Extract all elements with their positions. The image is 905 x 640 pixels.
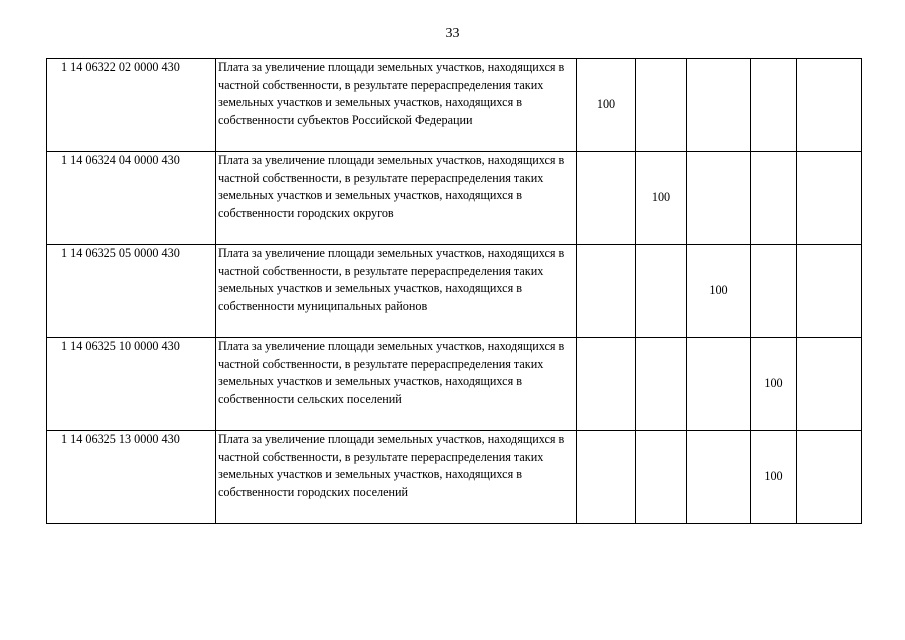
share-federal-subject-cell (577, 431, 636, 524)
table-row (47, 245, 862, 338)
revenue-description-cell: Плата за увеличение площади земельных участков, находящихся в частной собственности, в результате перераспределения таких земельных участков и земельных участков, находящихся в собственности субъектов Российской Федерации (216, 59, 577, 152)
share-settlement-cell (751, 59, 797, 152)
share-settlement-cell: 100 (751, 431, 797, 524)
share-municipal-district-cell (687, 152, 751, 245)
share-city-district-cell: 100 (636, 152, 687, 245)
revenue-code-cell: 1 14 06325 10 0000 430 (47, 338, 216, 431)
revenue-description-cell: Плата за увеличение площади земельных участков, находящихся в частной собственности, в результате перераспределения таких земельных участков и земельных участков, находящихся в собственности муниципальных районов (216, 245, 577, 338)
share-other-cell (797, 245, 862, 338)
share-municipal-district-cell (687, 59, 751, 152)
revenue-code-cell: 1 14 06325 05 0000 430 (47, 245, 216, 338)
revenue-distribution-table (46, 58, 862, 524)
page-number: 33 (445, 26, 460, 41)
share-city-district-cell (636, 338, 687, 431)
share-settlement-cell (751, 245, 797, 338)
table-row (47, 338, 862, 431)
revenue-code-cell: 1 14 06324 04 0000 430 (47, 152, 216, 245)
revenue-description-cell: Плата за увеличение площади земельных участков, находящихся в частной собственности, в результате перераспределения таких земельных участков и земельных участков, находящихся в собственности городских поселений (216, 431, 577, 524)
share-other-cell (797, 152, 862, 245)
table-row (47, 152, 862, 245)
share-federal-subject-cell (577, 338, 636, 431)
share-other-cell (797, 338, 862, 431)
share-settlement-cell: 100 (751, 338, 797, 431)
share-municipal-district-cell (687, 431, 751, 524)
revenue-code-cell: 1 14 06322 02 0000 430 (47, 59, 216, 152)
share-city-district-cell (636, 431, 687, 524)
share-federal-subject-cell (577, 245, 636, 338)
share-settlement-cell (751, 152, 797, 245)
share-federal-subject-cell (577, 152, 636, 245)
share-municipal-district-cell: 100 (687, 245, 751, 338)
share-city-district-cell (636, 59, 687, 152)
table-row (47, 59, 862, 152)
share-other-cell (797, 59, 862, 152)
share-city-district-cell (636, 245, 687, 338)
share-other-cell (797, 431, 862, 524)
revenue-code-cell: 1 14 06325 13 0000 430 (47, 431, 216, 524)
share-municipal-district-cell (687, 338, 751, 431)
revenue-description-cell: Плата за увеличение площади земельных участков, находящихся в частной собственности, в результате перераспределения таких земельных участков и земельных участков, находящихся в собственности городских округов (216, 152, 577, 245)
share-federal-subject-cell: 100 (577, 59, 636, 152)
revenue-description-cell: Плата за увеличение площади земельных участков, находящихся в частной собственности, в результате перераспределения таких земельных участков и земельных участков, находящихся в собственности сельских поселений (216, 338, 577, 431)
table-row (47, 431, 862, 524)
